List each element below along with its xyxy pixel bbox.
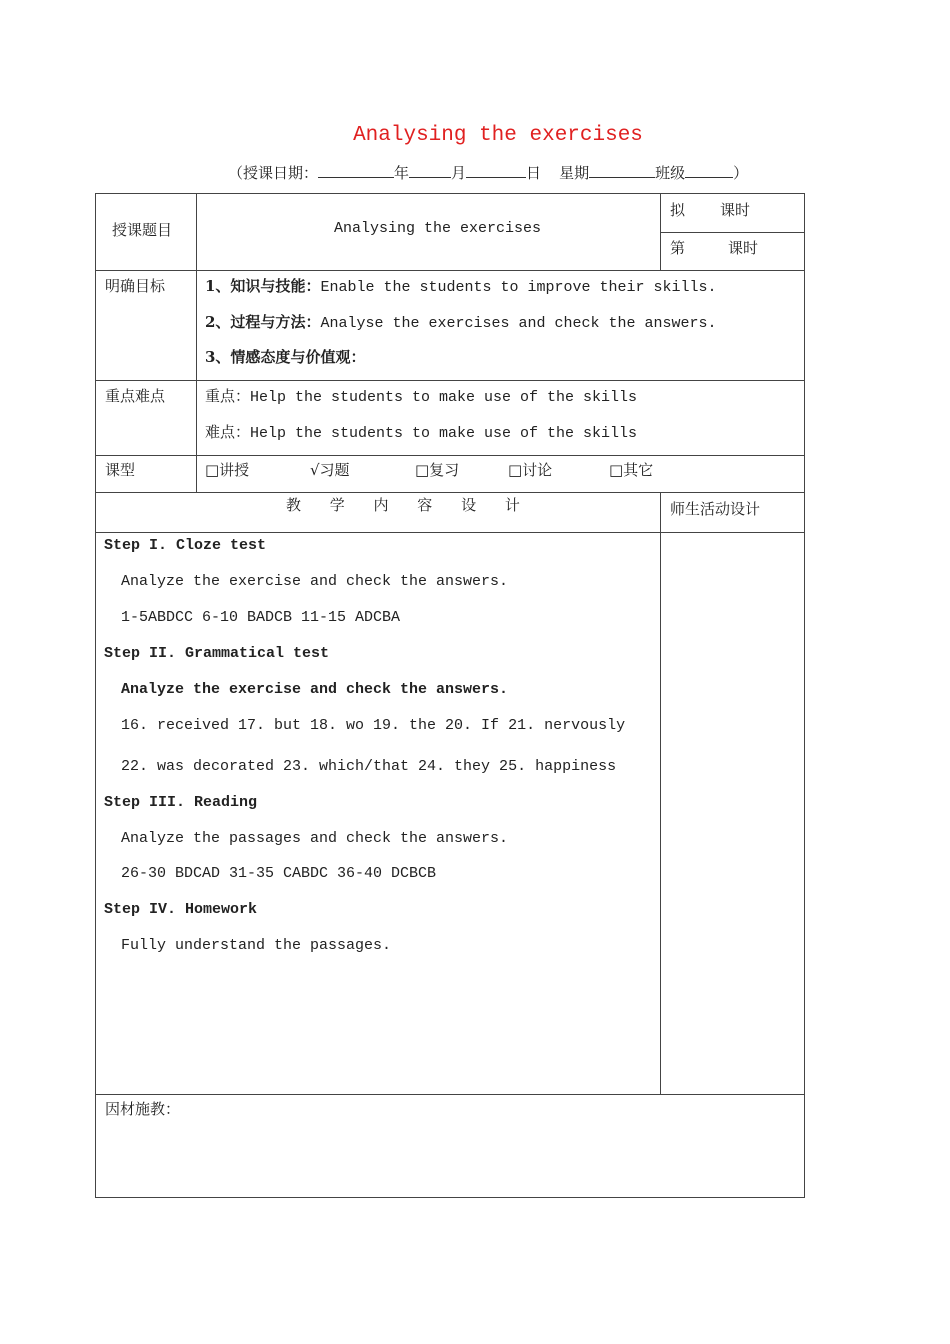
topic-value: Analysing the exercises (334, 220, 542, 237)
weekday-blank[interactable] (589, 163, 655, 178)
goal-1 (205, 275, 717, 296)
step-3-line-2: 26-30 BDCAD 31-35 CABDC 36-40 DCBCB (121, 865, 437, 882)
month-blank[interactable] (409, 163, 451, 178)
plan-unit: 课时 (720, 201, 751, 219)
step-1-heading: Step I. Cloze test (104, 537, 267, 554)
plan-label: 拟 (670, 201, 686, 219)
month-label: 月 (451, 164, 467, 182)
date-blank[interactable] (318, 163, 394, 178)
date-label: （授课日期： (228, 164, 319, 182)
topic-label: 授课题目 (112, 221, 173, 239)
col-divider (660, 194, 661, 270)
row-divider (96, 492, 804, 493)
day-blank[interactable] (466, 163, 526, 178)
activity-header: 师生活动设计 (670, 500, 761, 518)
step-2-heading: Step II. Grammatical test (104, 645, 330, 662)
goal-2-text: Analyse the exercises and check the answers. (320, 315, 717, 332)
weekday-label: 星期 (559, 164, 590, 182)
seq-label: 第 (670, 239, 686, 257)
goal-1-label: 1、知识与技能： (205, 277, 321, 295)
seq-unit: 课时 (728, 239, 759, 257)
content-header: 教 学 内 容 设 计 (286, 496, 532, 514)
difficult-point: 难点：Help the students to make use of the skills (205, 425, 638, 442)
step-2-line-2: 16. received 17. but 18. wo 19. the 20. If 21. nervously (121, 717, 626, 734)
year-label: 年 (394, 164, 410, 182)
lesson-plan-table (95, 193, 805, 1198)
type-label: 课型 (105, 461, 136, 479)
type-option-exercise[interactable]: √习题 (310, 461, 350, 479)
step-4-line-1: Fully understand the passages. (121, 937, 392, 954)
col-divider (660, 492, 661, 1094)
class-label: 班级 (655, 164, 686, 182)
goal-2-label: 2、过程与方法： (205, 313, 321, 331)
date-close: ） (733, 164, 749, 182)
cell-divider (660, 232, 804, 233)
step-2-line-3: 22. was decorated 23. which/that 24. they 25. happiness (121, 758, 617, 775)
adapt-label: 因材施教： (105, 1100, 181, 1118)
keypoints-label: 重点难点 (105, 387, 166, 405)
type-option-review[interactable]: □复习 (415, 461, 460, 479)
date-line (228, 162, 748, 183)
type-option-other[interactable]: □其它 (609, 461, 654, 479)
type-option-discussion[interactable]: □讨论 (508, 461, 553, 479)
key-point: 重点：Help the students to make use of the skills (205, 389, 638, 406)
class-blank[interactable] (685, 163, 733, 178)
type-option-lecture[interactable]: □讲授 (205, 461, 250, 479)
row-divider (96, 270, 804, 271)
goal-2 (205, 311, 717, 332)
step-2-line-1: Analyze the exercise and check the answers. (121, 681, 509, 698)
day-label: 日 (526, 164, 542, 182)
step-4-heading: Step IV. Homework (104, 901, 258, 918)
row-divider (96, 380, 804, 381)
col-divider (196, 194, 197, 492)
goal-3-label: 3、情感态度与价值观： (205, 348, 366, 366)
page-title: Analysing the exercises (353, 124, 643, 147)
row-divider (96, 532, 804, 533)
step-3-line-1: Analyze the passages and check the answers. (121, 830, 509, 847)
goals-label: 明确目标 (105, 277, 166, 295)
goal-1-text: Enable the students to improve their skills. (320, 279, 717, 296)
step-1-line-1: Analyze the exercise and check the answers. (121, 573, 509, 590)
row-divider (96, 1094, 804, 1095)
step-1-line-2: 1-5ABDCC 6-10 BADCB 11-15 ADCBA (121, 609, 401, 626)
step-3-heading: Step III. Reading (104, 794, 258, 811)
row-divider (96, 455, 804, 456)
